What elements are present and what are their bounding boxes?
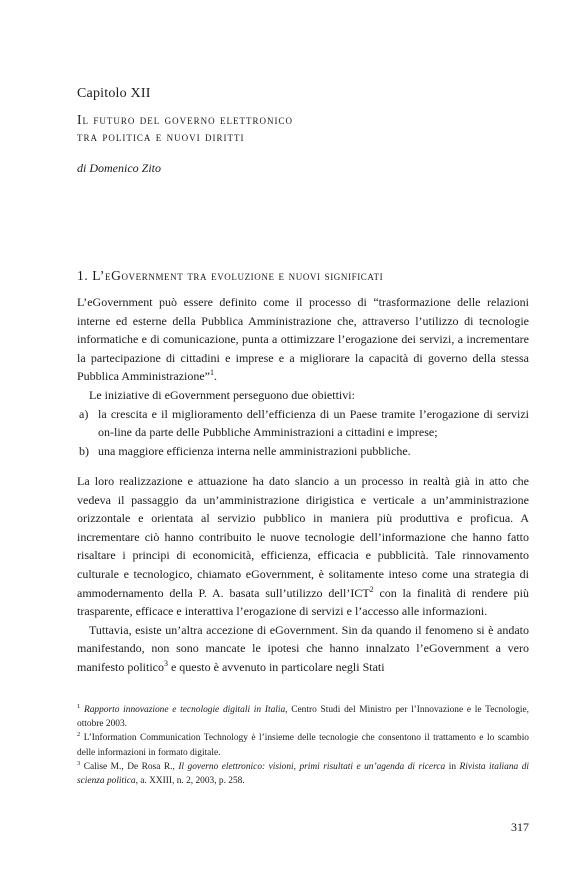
paragraph-4 [77,621,529,677]
body-block-1 [77,293,529,460]
footnote-authors: Calise M., De Rosa R., [83,761,179,772]
paragraph-4-text-b: e questo è avvenuto in particolare negli Stati [167,659,385,674]
footnote-journal: Rivista italiana di scienza politica [77,761,530,787]
footnotes [77,703,529,788]
footnote-text: in [445,761,460,772]
chapter-title-line-1: Il futuro del governo elettronico [77,112,293,127]
paragraph-3-text-b: con la finalità di rendere più trasparente, efficace e interattiva l’erogazione di servizi e l’accesso alle informazioni. [77,585,529,619]
footnote-ref-1[interactable]: 1 [209,368,214,378]
list-item-text: la crescita e il miglioramento dell’efficienza di un Paese tramite l’erogazione di servizi on-line da parte delle Pubbliche Amministrazioni a cittadini e imprese; [98,406,529,440]
footnote-title: Rapporto innovazione e tecnologie digitali in Italia [84,705,286,715]
list-marker: a) [79,406,89,421]
page-number: 317 [511,820,529,834]
list-marker: b) [79,443,89,458]
body-block-2 [77,472,529,677]
chapter-author: di Domenico Zito [77,161,161,175]
footnote-text: L’Information Communication Technology è l’insieme delle tecnologie che consentono il trattamento e lo scambio delle informazioni in formato digitale. [77,733,529,758]
footnote-text: , a. XXIII, n. 2, 2003, p. 258. [135,776,245,787]
footnote-number: 3 [77,759,81,767]
footnote-ref-3[interactable]: 3 [163,658,168,668]
chapter-label: Capitolo XII [77,86,151,101]
footnote-1 [77,703,529,731]
paragraph-3 [77,472,529,621]
objectives-list [77,405,529,461]
paragraph-1-text: L’eGovernment può essere definito come il processo di “trasformazione delle relazioni interne ed esterne della Pubblica Amministrazione che, attraverso l’utilizzo di tecnologie informatiche e di comunicazione, punta a ottimizzare l’erogazione dei servizi, a incrementare la partecipazione di cittadini e imprese e a migliorare la capacità di governo della stessa Pubblica Amministrazione” [77,295,529,384]
paragraph-4-text-a: Tuttavia, esiste un’altra accezione di eGovernment. Sin da quando il fenomeno si è andato manifestando, non sono mancate le ipotesi che hanno innalzato l’eGovernment a vero manifesto politico [77,622,529,674]
footnote-2 [77,731,529,759]
footnote-title: Il governo elettronico: visioni, primi risultati e un’agenda di ricerca [178,761,446,772]
footnote-number: 2 [77,731,81,739]
paragraph-2: Le iniziative di eGovernment perseguono due obiettivi: [89,387,355,402]
footnote-ref-2[interactable]: 2 [369,584,374,594]
footnote-text: , Centro Studi del Ministro per l’Innovazione e le Tecnologie, ottobre 2003. [77,705,530,730]
paragraph-1 [77,293,529,386]
chapter-title-line-2: tra politica e nuovi diritti [77,129,245,144]
footnote-3 [77,760,529,788]
section-heading: 1. L’eGovernment tra evoluzione e nuovi significati [77,268,384,283]
list-item-text: una maggiore efficienza interna nelle amministrazioni pubbliche. [98,443,411,458]
paragraph-1-tail: . [213,369,217,384]
footnote-number: 1 [77,702,81,710]
list-item [77,405,529,442]
chapter-title [77,111,293,145]
list-item [77,442,529,461]
paragraph-3-text-a: La loro realizzazione e attuazione ha dato slancio a un processo in realtà già in atto che vedeva il passaggio da un’amministrazione dirigistica e verticale a un’amministrazione orizzontale e orientata al servizio pubblico in maniera più produttiva e proficua. A incrementare ciò hanno contribuito le nuove tecnologie dell’informazione che hanno fatto risaltare i principi di economicità, efficienza, efficacia e pubblicità. Tale rinnovamento culturale e tecnologico, chiamato eGovernment, è solitamente inteso come una strategia di ammodernamento della P. A. basata sull’utilizzo dell’ICT [77,474,529,600]
